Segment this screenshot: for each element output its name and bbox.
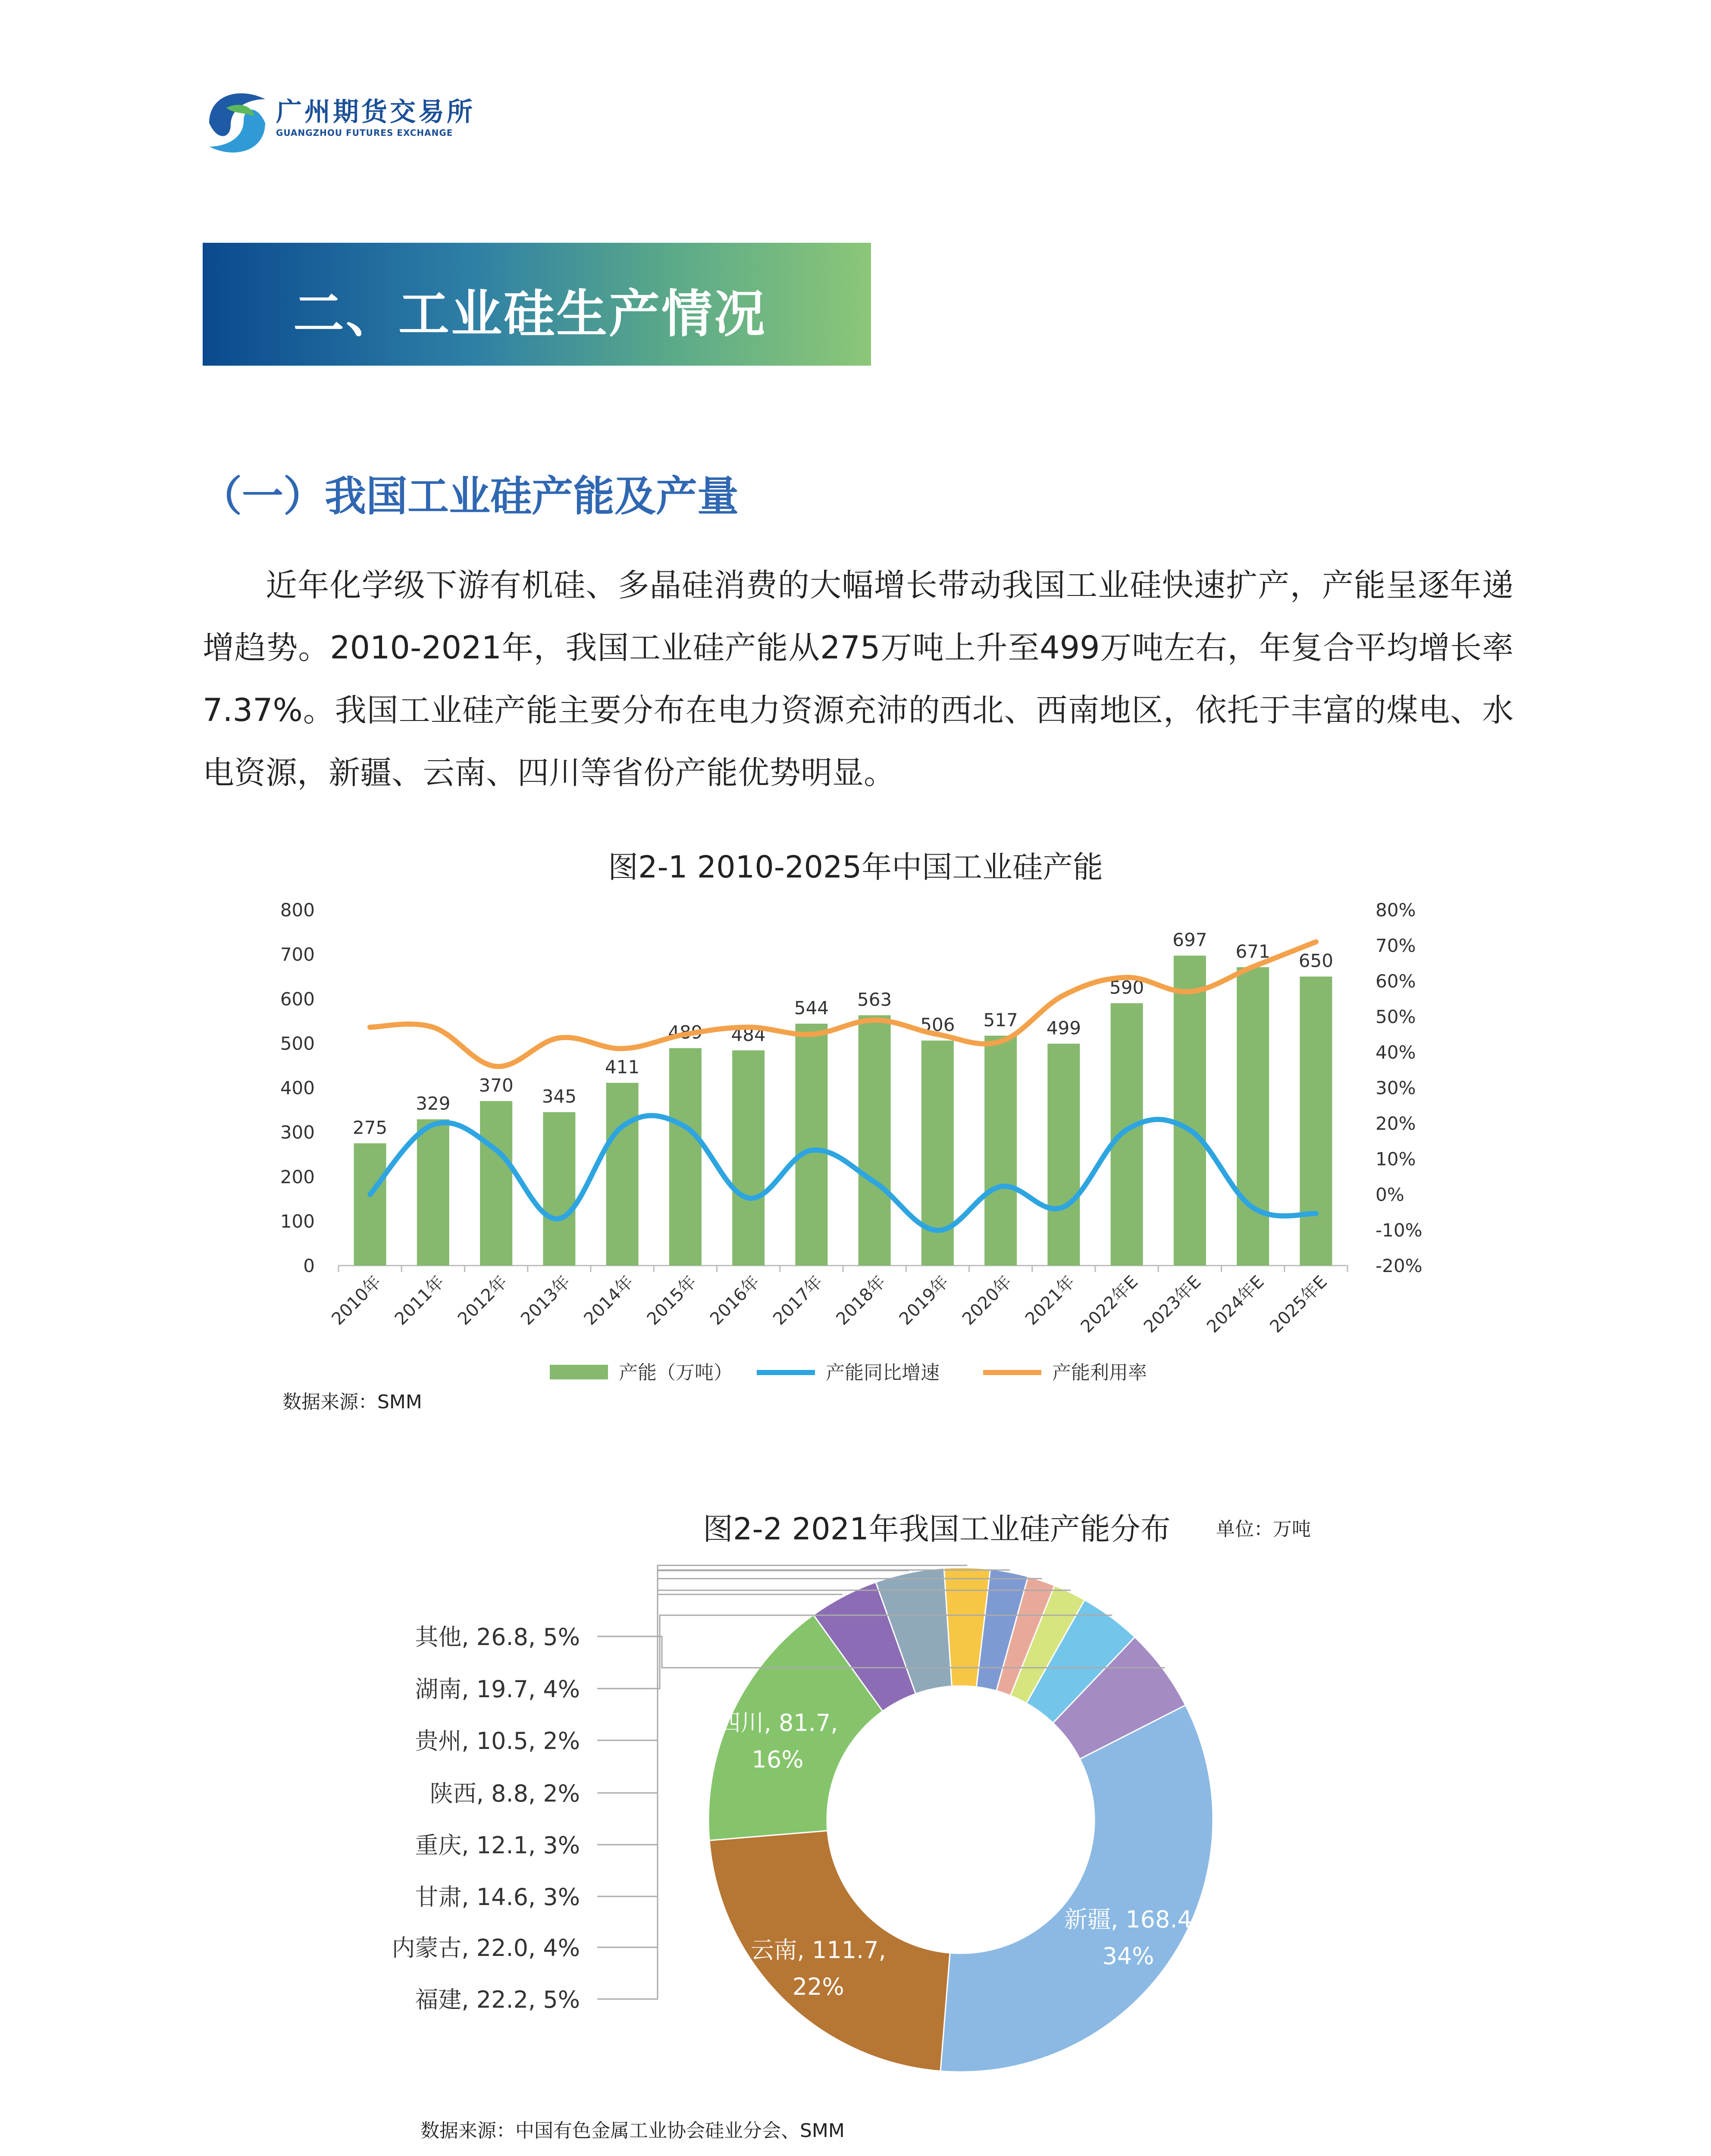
bar (984, 1036, 1017, 1266)
y-right-tick-label: -20% (1376, 1255, 1423, 1276)
slice-callout-label: 甘肃, 14.6, 3% (415, 1883, 580, 1911)
bar-value-label: 499 (1046, 1017, 1081, 1039)
figure2-chart (345, 1561, 1272, 2104)
paragraph-text: 近年化学级下游有机硅、多晶硅消费的大幅增长带动我国工业硅快速扩产，产能呈逐年递增趋势。2010-2021年，我国工业硅产能从275万吨上升至499万吨左右，年复合平均增长率7.37%。我国工业硅产能主要分布在电力资源充沛的西北、西南地区，依托于丰富的煤电、水电资源，新疆、云南、四川等省份产能优势明显。 (203, 567, 1514, 791)
x-tick-label: 2019年 (895, 1272, 953, 1329)
bar-value-label: 345 (542, 1086, 577, 1107)
slice-callout-label: 贵州, 10.5, 2% (415, 1727, 580, 1755)
figure2-title: 图2-2 2021年我国工业硅产能分布 (703, 1511, 1171, 1547)
y-left-tick-label: 700 (280, 944, 315, 965)
y-left-tick-label: 500 (280, 1033, 315, 1054)
legend-label: 产能利用率 (1052, 1362, 1147, 1384)
slice-percent-label: 16% (752, 1746, 804, 1774)
x-tick-label: 2024年E (1203, 1272, 1268, 1337)
x-tick-label: 2018年 (832, 1272, 890, 1329)
subsection-title: （一）我国工业硅产能及产量 (201, 472, 739, 520)
legend-label: 产能同比增速 (826, 1362, 940, 1384)
y-right-tick-label: 40% (1376, 1042, 1416, 1063)
bar-value-label: 650 (1298, 950, 1333, 971)
figure1-chart (241, 880, 1492, 1406)
y-right-tick-label: 30% (1376, 1077, 1416, 1099)
slice-callout-label: 陕西, 8.8, 2% (429, 1780, 580, 1807)
slice-label: 新疆, 168.4 (1064, 1906, 1192, 1934)
bar-value-label: 563 (857, 989, 892, 1010)
y-left-tick-label: 400 (280, 1077, 315, 1099)
bar (417, 1119, 449, 1266)
bar-value-label: 484 (731, 1024, 766, 1045)
y-right-tick-label: 10% (1376, 1148, 1416, 1170)
slice-percent-label: 22% (792, 1973, 844, 2000)
x-tick-label: 2011年 (391, 1272, 448, 1329)
slice-callout-label: 其他, 26.8, 5% (415, 1623, 580, 1651)
y-right-tick-label: -10% (1376, 1219, 1423, 1241)
body-paragraph (203, 554, 1514, 804)
y-right-tick-label: 70% (1376, 935, 1416, 956)
y-left-tick-label: 0 (303, 1255, 315, 1276)
bar (1174, 956, 1206, 1266)
bar-value-label: 489 (668, 1022, 703, 1043)
bar (606, 1083, 639, 1266)
slice-percent-label: 34% (1102, 1943, 1154, 1970)
bar-value-label: 370 (479, 1075, 514, 1096)
y-left-tick-label: 300 (280, 1122, 315, 1143)
y-left-tick-label: 100 (280, 1210, 315, 1232)
bar-value-label: 544 (794, 997, 829, 1018)
y-left-tick-label: 600 (280, 988, 315, 1010)
legend-swatch (550, 1365, 608, 1379)
bar-value-label: 329 (416, 1093, 451, 1114)
x-tick-label: 2023年E (1140, 1272, 1205, 1337)
bar-value-label: 517 (983, 1009, 1018, 1031)
slice-callout-label: 内蒙古, 22.0, 4% (392, 1934, 580, 1962)
y-right-tick-label: 20% (1376, 1113, 1416, 1134)
x-tick-label: 2020年 (958, 1272, 1016, 1329)
y-left-tick-label: 200 (280, 1166, 315, 1188)
bar-value-label: 275 (353, 1117, 388, 1138)
bar (669, 1048, 702, 1266)
bar (859, 1015, 891, 1266)
figure2-unit: 单位：万吨 (1216, 1518, 1311, 1540)
y-right-tick-label: 50% (1376, 1006, 1416, 1028)
logo-chinese-name: 广州期货交易所 (276, 97, 475, 127)
y-right-tick-label: 80% (1376, 899, 1416, 921)
bar (543, 1112, 575, 1266)
logo-english-name: GUANGZHOU FUTURES EXCHANGE (276, 128, 453, 138)
bar-value-label: 590 (1109, 977, 1144, 998)
x-tick-label: 2016年 (706, 1272, 764, 1329)
x-tick-label: 2022年E (1077, 1272, 1142, 1337)
figure1-title: 图2-1 2010-2025年中国工业硅产能 (608, 849, 1103, 885)
x-tick-label: 2017年 (769, 1272, 827, 1329)
figure2-source: 数据来源：中国有色金属工业协会硅业分会、SMM (420, 2120, 845, 2142)
logo-mark-icon (201, 82, 274, 164)
bar (732, 1050, 765, 1266)
bar (1237, 967, 1269, 1266)
x-tick-label: 2021年 (1022, 1272, 1079, 1329)
pie-slice (940, 1705, 1213, 2072)
y-right-tick-label: 60% (1376, 971, 1416, 992)
bar-value-label: 506 (920, 1014, 955, 1036)
bar (1300, 977, 1332, 1266)
bar (1111, 1003, 1143, 1266)
bar-value-label: 411 (605, 1056, 640, 1078)
legend-label: 产能（万吨） (619, 1362, 733, 1384)
section-title: 二、工业硅生产情况 (293, 284, 767, 344)
bar-value-label: 671 (1235, 941, 1270, 962)
x-tick-label: 2025年E (1266, 1272, 1331, 1337)
bar-value-label: 697 (1172, 929, 1207, 951)
bar (354, 1143, 386, 1266)
slice-label: 四川, 81.7, (717, 1709, 838, 1737)
slice-label: 云南, 111.7, (750, 1936, 886, 1964)
slice-callout-label: 重庆, 12.1, 3% (415, 1832, 580, 1859)
bar (480, 1101, 512, 1266)
y-left-tick-label: 800 (280, 899, 315, 921)
x-tick-label: 2012年 (454, 1272, 511, 1329)
figure1-source: 数据来源：SMM (282, 1391, 422, 1413)
slice-callout-label: 福建, 22.2, 5% (415, 1986, 580, 2013)
bar (1047, 1044, 1080, 1266)
section-banner (203, 243, 871, 366)
x-tick-label: 2015年 (643, 1272, 701, 1329)
x-tick-label: 2013年 (517, 1272, 574, 1329)
y-right-tick-label: 0% (1376, 1184, 1404, 1205)
x-tick-label: 2014年 (580, 1272, 638, 1329)
bar (795, 1024, 827, 1266)
slice-callout-label: 湖南, 19.7, 4% (415, 1676, 580, 1703)
x-tick-label: 2010年 (328, 1272, 385, 1329)
